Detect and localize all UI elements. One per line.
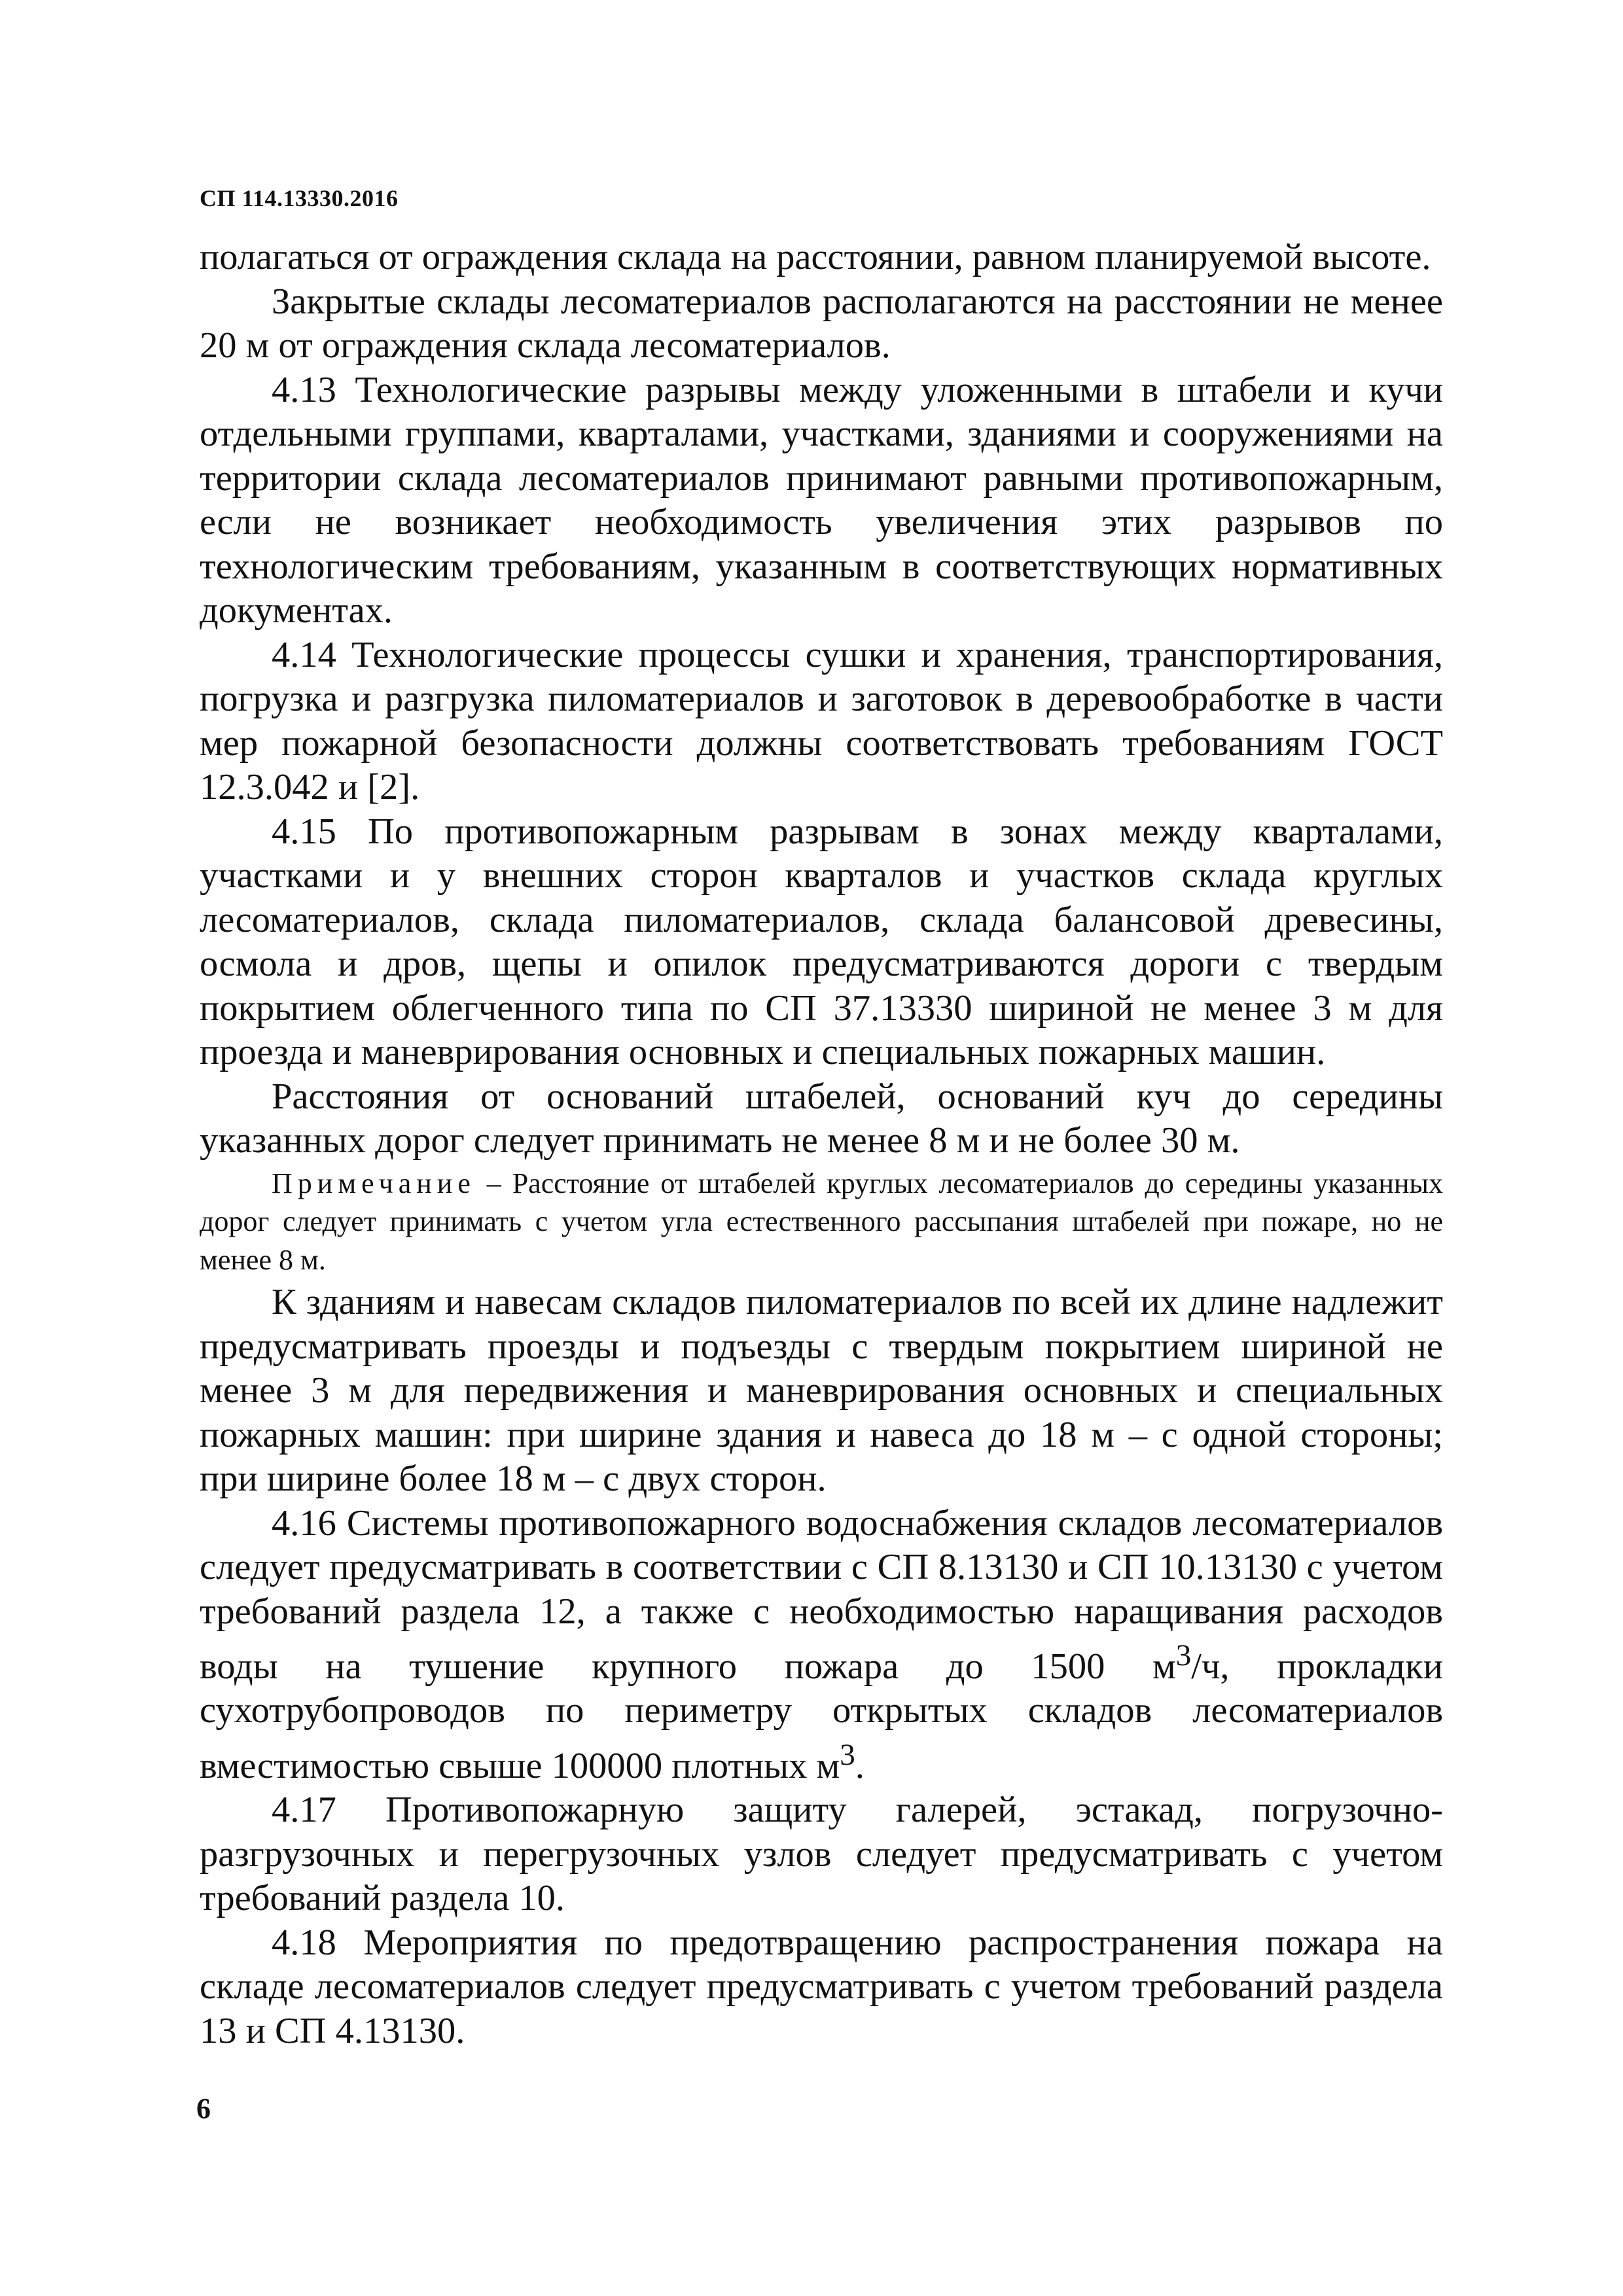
clause-4-13: 4.13 Технологические разрывы между уложенными в штабели и кучи отдельными группами, кварталами, участками, зданиями и сооружениями на территории склада лесоматериалов принимают равными противопожарным, если не возникает необходимость увеличения этих разрывов по технологическим требованиям, указанным в соответствующих нормативных документах.	[200, 369, 1443, 631]
superscript-3: 3	[840, 1737, 855, 1772]
clause-4-14: 4.14 Технологические процессы сушки и хранения, транспортирования, погрузка и разгрузка пиломатериалов и заготовок в деревообработке в части мер пожарной безопасности должны соответствовать требованиям ГОСТ 12.3.042 и [2].	[200, 634, 1443, 807]
document-body	[200, 236, 1443, 2053]
note-text: – Расстояние от штабелей круглых лесоматериалов до середины указанных дорог следует принимать с учетом угла естественного рассыпания штабелей при пожаре, но не менее 8 м.	[200, 1167, 1443, 1276]
clause-4-16	[200, 1502, 1443, 1789]
superscript-3: 3	[1175, 1638, 1192, 1672]
document-code-header: СП 114.13330.2016	[200, 185, 399, 211]
clause-4-18: 4.18 Мероприятия по предотвращению распространения пожара на складе лесоматериалов следует предусматривать с учетом требований раздела 13 и СП 4.13130.	[200, 1922, 1443, 2051]
clause-4-16-part-b: /ч, прокладки сухотрубопроводов по периметру открытых складов лесоматериалов вместимостью свыше 100000 плотных м	[200, 1646, 1443, 1786]
page-number: 6	[196, 2093, 211, 2125]
clause-4-16-part-c: .	[855, 1745, 865, 1786]
note-label: Примечание	[272, 1167, 476, 1199]
note	[200, 1165, 1443, 1280]
paragraph-road-distances: Расстояния от оснований штабелей, оснований куч до середины указанных дорог следует принимать не менее 8 м и не более 30 м.	[200, 1076, 1443, 1161]
clause-4-17: 4.17 Противопожарную защиту галерей, эстакад, погрузочно-разгрузочных и перегрузочных узлов следует предусматривать с учетом требований раздела 10.	[200, 1790, 1443, 1919]
clause-4-16-part-a: 4.16 Системы противопожарного водоснабжения складов лесоматериалов следует предусматривать в соответствии с СП 8.13130 и СП 10.13130 с учетом требований раздела 12, а также с необходимостью наращивания расходов воды на тушение крупного пожара до 1500 м	[200, 1502, 1443, 1687]
clause-4-15: 4.15 По противопожарным разрывам в зонах между кварталами, участками и у внешних сторон кварталов и участков склада круглых лесоматериалов, склада пиломатериалов, склада балансовой древесины, осмола и дров, щепы и опилок предусматриваются дороги с твердым покрытием облегченного типа по СП 37.13330 шириной не менее 3 м для проезда и маневрирования основных и специальных пожарных машин.	[200, 811, 1443, 1072]
paragraph-closed-warehouses: Закрытые склады лесоматериалов располагаются на расстоянии не менее 20 м от ограждения склада лесоматериалов.	[200, 281, 1443, 366]
paragraph-continuation: полагаться от ограждения склада на расстоянии, равном планируемой высоте.	[200, 237, 1431, 277]
paragraph-driveways: К зданиям и навесам складов пиломатериалов по всей их длине надлежит предусматривать проезды и подъезды с твердым покрытием шириной не менее 3 м для передвижения и маневрирования основных и специальных пожарных машин: при ширине здания и навеса до 18 м – с одной стороны; при ширине более 18 м – с двух сторон.	[200, 1282, 1443, 1499]
